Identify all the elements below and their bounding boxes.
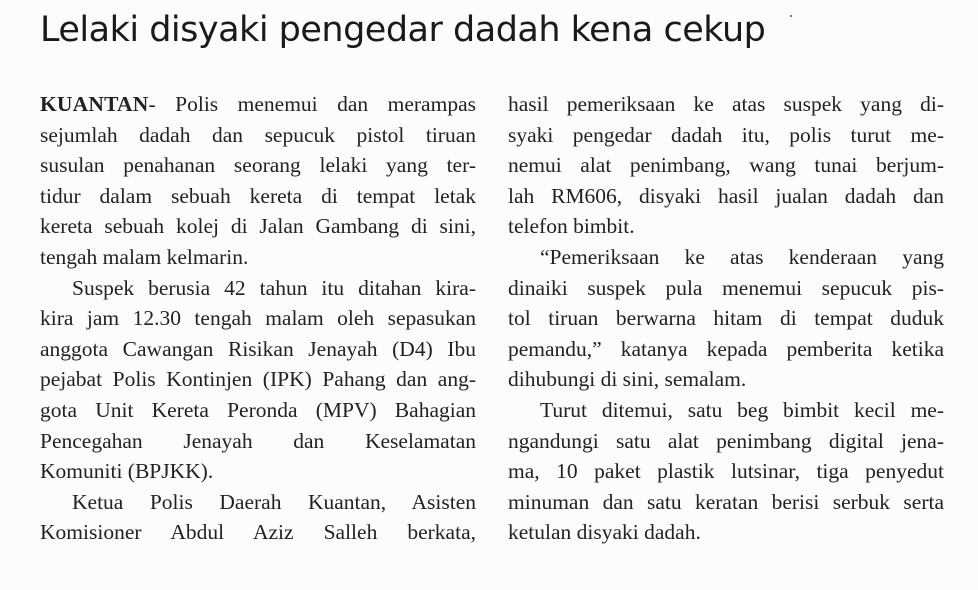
article-line-text: gota Unit Kereta Peronda (MPV) Bahagian (40, 397, 476, 422)
article-line (508, 120, 944, 151)
article-line (508, 89, 944, 120)
article-line-text: “Pemeriksaan ke atas kenderaan yang (540, 244, 944, 269)
article-line (40, 426, 476, 457)
article-line (40, 364, 476, 395)
article-line-text: sejumlah dadah dan sepucuk pistol tiruan (40, 122, 476, 147)
article-line-text: ma, 10 paket plastik lutsinar, tiga penyedut (508, 459, 944, 484)
article-line (508, 273, 944, 304)
article-line-text: Ketua Polis Daerah Kuantan, Asisten (72, 489, 476, 514)
article-line (40, 150, 476, 181)
article-column-left (40, 89, 476, 548)
article-line-text: telefon bimbit. (508, 214, 635, 239)
article-line-text: pemandu,” katanya kepada pemberita ketika (508, 336, 944, 361)
article-line-text: susulan penahanan seorang lelaki yang ter- (40, 153, 476, 178)
print-speck (790, 15, 792, 17)
article-column-right (508, 89, 944, 548)
article-line (40, 211, 476, 242)
article-line-text: pejabat Polis Kontinjen (IPK) Pahang dan ang- (40, 367, 476, 392)
article-line (40, 334, 476, 365)
article-line (40, 181, 476, 212)
article-line (508, 334, 944, 365)
article-line-text: tengah malam kelmarin. (40, 244, 249, 269)
article-line (508, 456, 944, 487)
article-line (508, 517, 944, 548)
article-line-text: minuman dan satu keratan berisi serbuk serta (508, 489, 944, 514)
article-line (40, 89, 476, 120)
article-line (508, 150, 944, 181)
article-headline: Lelaki disyaki pengedar dadah kena cekup (40, 10, 766, 50)
article-line-text: lah RM606, disyaki hasil jualan dadah dan (508, 183, 944, 208)
article-line (40, 487, 476, 518)
article-line (508, 395, 944, 426)
article-line-text: Turut ditemui, satu beg bimbit kecil me- (540, 397, 944, 422)
article-line-text: Pencegahan Jenayah dan Keselamatan (40, 428, 476, 453)
article-line (40, 120, 476, 151)
article-line (40, 242, 476, 273)
article-line-text: ngandungi satu alat penimbang digital jena- (508, 428, 944, 453)
article-line-text: Komuniti (BPJKK). (40, 459, 214, 484)
article-line-text: anggota Cawangan Risikan Jenayah (D4) Ibu (40, 336, 476, 361)
article-line-text: Komisioner Abdul Aziz Salleh berkata, (40, 520, 476, 545)
article-line-text: ketulan disyaki dadah. (508, 520, 701, 545)
article-line (40, 517, 476, 548)
article-line (508, 426, 944, 457)
article-line-text: dihubungi di sini, semalam. (508, 367, 747, 392)
article-line (508, 181, 944, 212)
article-line (508, 364, 944, 395)
article-line (508, 487, 944, 518)
article-line (40, 395, 476, 426)
article-line-text: kira jam 12.30 tengah malam oleh sepasukan (40, 306, 476, 331)
article-line (508, 242, 944, 273)
article-line (40, 303, 476, 334)
article-line-text: - Polis menemui dan merampas (148, 92, 476, 116)
article-line (40, 456, 476, 487)
article-line (508, 303, 944, 334)
article-line-text: nemui alat penimbang, wang tunai berjum- (508, 153, 944, 178)
article-line-text: syaki pengedar dadah itu, polis turut me- (508, 122, 944, 147)
article-line-text: dinaiki suspek pula menemui sepucuk pis- (508, 275, 944, 300)
article-line (508, 211, 944, 242)
article-line-text: kereta sebuah kolej di Jalan Gambang di sini, (40, 214, 476, 239)
article-line-text: hasil pemeriksaan ke atas suspek yang di- (508, 92, 944, 116)
article-dateline: KUANTAN (40, 92, 149, 116)
article-line-text: tol tiruan berwarna hitam di tempat duduk (508, 306, 944, 331)
article-line-text: tidur dalam sebuah kereta di tempat letak (40, 183, 476, 208)
article-line-text: Suspek berusia 42 tahun itu ditahan kira- (72, 275, 476, 300)
article-line (40, 273, 476, 304)
